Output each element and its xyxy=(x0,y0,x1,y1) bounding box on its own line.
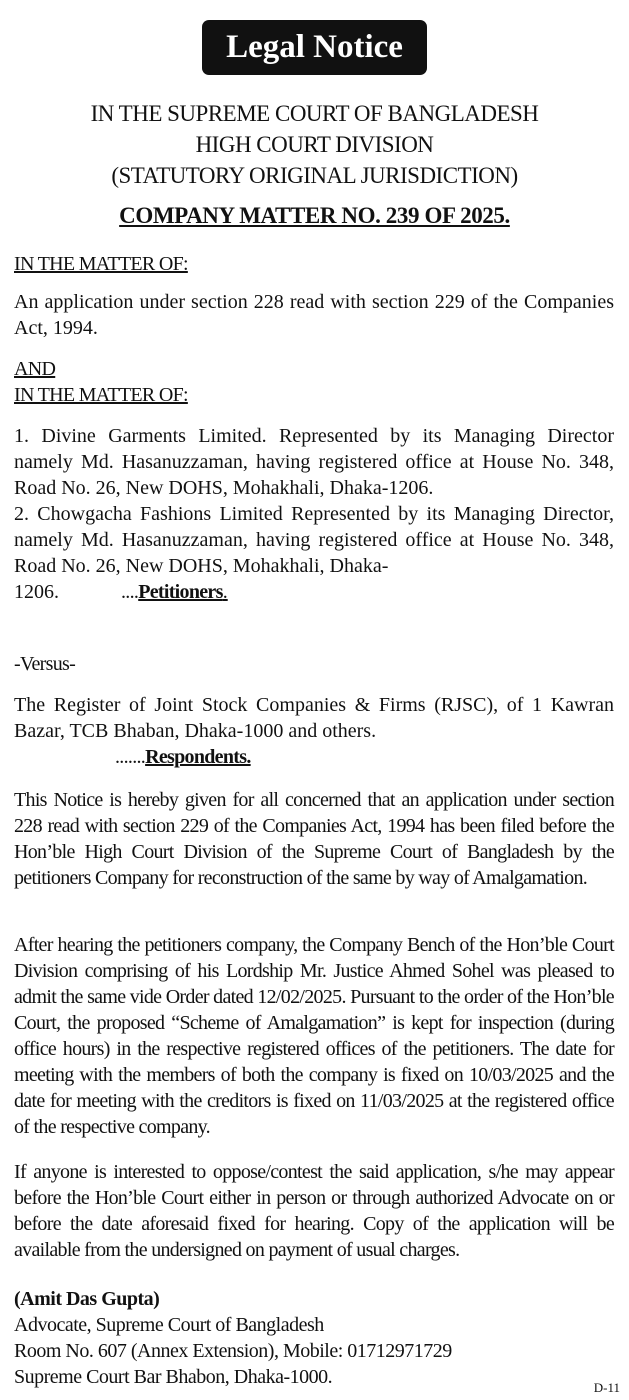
petitioners-line xyxy=(14,579,614,605)
advocate-block xyxy=(14,1286,614,1390)
petitioners-tag xyxy=(121,579,228,605)
advocate-title: Advocate, Supreme Court of Bangladesh xyxy=(14,1314,324,1336)
notice-paragraph-3: If anyone is interested to oppose/contest the said application, s/he may appear before the Hon’ble Court either in person or through authorized Advocate on or before the date aforesaid fixed for hearing. Copy of the application will be available from the undersigned on payment of usual charges. xyxy=(14,1161,614,1261)
respondents-label: Respondents. xyxy=(145,746,251,768)
petitioners-block xyxy=(14,423,614,605)
court-line-2: HIGH COURT DIVISION xyxy=(195,132,434,157)
respondent-text: The Register of Joint Stock Companies & Firms (RJSC), of 1 Kawran Bazar, TCB Bhaban, Dhaka-1000 and others. xyxy=(14,694,614,742)
application-text: An application under section 228 read with section 229 of the Companies Act, 1994. xyxy=(14,291,614,339)
advocate-address: Supreme Court Bar Bhabon, Dhaka-1000. xyxy=(14,1366,333,1388)
notice-paragraph-1: This Notice is hereby given for all concerned that an application under section 228 read with section 229 of the Companies Act, 1994 has been filed before the Hon’ble High Court Division of the Supreme Court of Bangladesh by the petitioners Company for reconstruction of the same by way of Amalgamation. xyxy=(14,789,614,889)
court-line-3: (STATUTORY ORIGINAL JURISDICTION) xyxy=(111,163,518,188)
respondents-block xyxy=(14,692,614,770)
title-container xyxy=(0,20,629,75)
petitioner-2-end: 1206. xyxy=(14,581,59,603)
notice-paragraph-2: After hearing the petitioners company, the Company Bench of the Hon’ble Court Division comprising of his Lordship Mr. Justice Ahmed Sohel was pleased to admit the same vide Order dated 12/02/2025. Pursuant to the order of the Hon’ble Court, the proposed “Scheme of Amalgamation” is kept for inspection (during office hours) in the respective registered offices of the petitioners. The date for meeting with the members of both the company is fixed on 10/03/2025 and the date for meeting with the creditors is fixed on 11/03/2025 at the registered office of the respective company. xyxy=(14,934,614,1138)
petitioners-period: . xyxy=(222,581,228,603)
company-matter-number: COMPANY MATTER NO. 239 OF 2025. xyxy=(119,203,510,228)
advocate-name: (Amit Das Gupta) xyxy=(14,1288,160,1310)
and-label: AND xyxy=(14,358,56,380)
petitioner-1: 1. Divine Garments Limited. Represented by its Managing Director namely Md. Hasanuzzaman, having registered office at House No. 348, Road No. 26, New DOHS, Mohakhali, Dhaka-1206. xyxy=(14,425,614,499)
petitioner-2: 2. Chowgacha Fashions Limited Represented by its Managing Director, namely Md. Hasanuzzaman, having registered office at House No. 348, Road No. 26, New DOHS, Mohakhali, Dhaka- xyxy=(14,503,614,577)
court-line-1: IN THE SUPREME COURT OF BANGLADESH xyxy=(90,101,539,126)
notice-title: Legal Notice xyxy=(202,20,427,75)
court-header xyxy=(0,98,629,191)
petitioners-label: Petitioners xyxy=(138,581,223,603)
notice-code: D-11 xyxy=(593,1380,620,1395)
advocate-room: Room No. 607 (Annex Extension), Mobile: 01712971729 xyxy=(14,1340,452,1362)
matter-heading-2: IN THE MATTER OF: xyxy=(14,384,188,406)
respondents-line xyxy=(14,744,614,770)
petitioners-dots: .... xyxy=(121,581,139,603)
matter-heading-1: IN THE MATTER OF: xyxy=(14,253,188,275)
respondents-dots: ....... xyxy=(115,746,146,768)
versus-label: -Versus- xyxy=(14,653,76,675)
